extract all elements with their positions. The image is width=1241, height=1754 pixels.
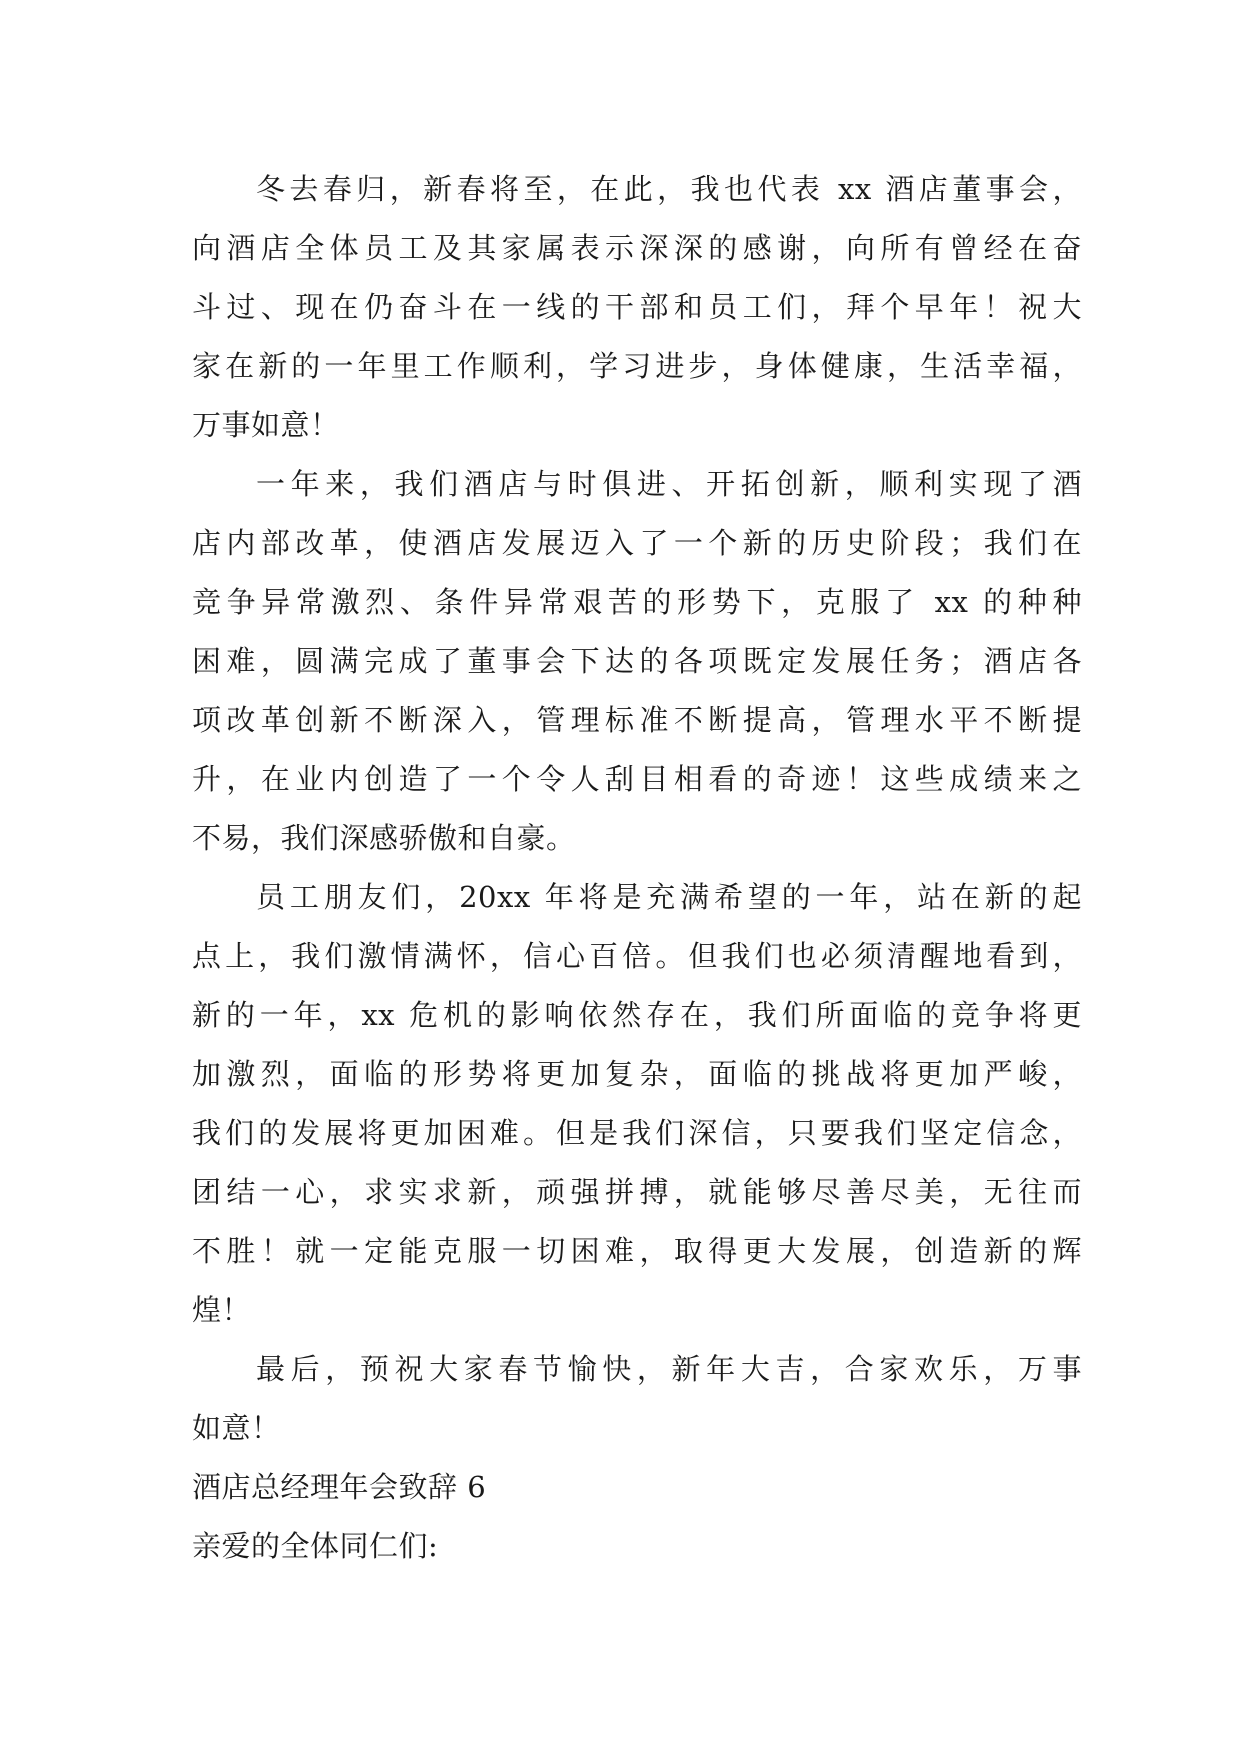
text-line: 万事如意！ [192,408,340,442]
paragraph-review [192,455,1082,868]
salutation-text: 亲爱的全体同仁们: [192,1529,439,1563]
paragraph-outlook [192,868,1082,1340]
text-line: 团结一心，求实求新，顽强拼搏，就能够尽善尽美，无往而 [192,1175,1082,1209]
heading-text: 酒店总经理年会致辞 6 [192,1470,487,1504]
text-line: 冬去春归，新春将至，在此，我也代表 xx 酒店董事会， [256,172,1082,206]
text-line: 新的一年，xx 危机的影响依然存在，我们所面临的竞争将更 [192,998,1082,1032]
text-line: 不易，我们深感骄傲和自豪。 [192,821,576,855]
paragraph-closing [192,1340,1082,1458]
text-line: 困难，圆满完成了董事会下达的各项既定发展任务；酒店各 [192,644,1082,678]
text-line: 竞争异常激烈、条件异常艰苦的形势下，克服了 xx 的种种 [192,585,1082,619]
text-line: 如意！ [192,1411,281,1445]
paragraph-greeting [192,160,1082,455]
document-body [192,160,1082,1576]
text-line: 点上，我们激情满怀，信心百倍。但我们也必须清醒地看到， [192,939,1082,973]
text-line: 员工朋友们，20xx 年将是充满希望的一年，站在新的起 [256,880,1082,914]
text-line: 项改革创新不断深入，管理标准不断提高，管理水平不断提 [192,703,1082,737]
text-line: 店内部改革，使酒店发展迈入了一个新的历史阶段；我们在 [192,526,1082,560]
salutation [192,1517,1082,1576]
text-line: 不胜！就一定能克服一切困难，取得更大发展，创造新的辉 [192,1234,1082,1268]
section-heading [192,1458,1082,1517]
text-line: 加激烈，面临的形势将更加复杂，面临的挑战将更加严峻， [192,1057,1082,1091]
text-line: 斗过、现在仍奋斗在一线的干部和员工们，拜个早年！祝大 [192,290,1082,324]
text-line: 一年来，我们酒店与时俱进、开拓创新，顺利实现了酒 [256,467,1082,501]
text-line: 我们的发展将更加困难。但是我们深信，只要我们坚定信念， [192,1116,1082,1150]
text-line: 最后，预祝大家春节愉快，新年大吉，合家欢乐，万事 [256,1352,1082,1386]
text-line: 家在新的一年里工作顺利，学习进步，身体健康，生活幸福， [192,349,1082,383]
text-line: 向酒店全体员工及其家属表示深深的感谢，向所有曾经在奋 [192,231,1082,265]
text-line: 煌！ [192,1293,252,1327]
text-line: 升，在业内创造了一个令人刮目相看的奇迹！这些成绩来之 [192,762,1082,796]
